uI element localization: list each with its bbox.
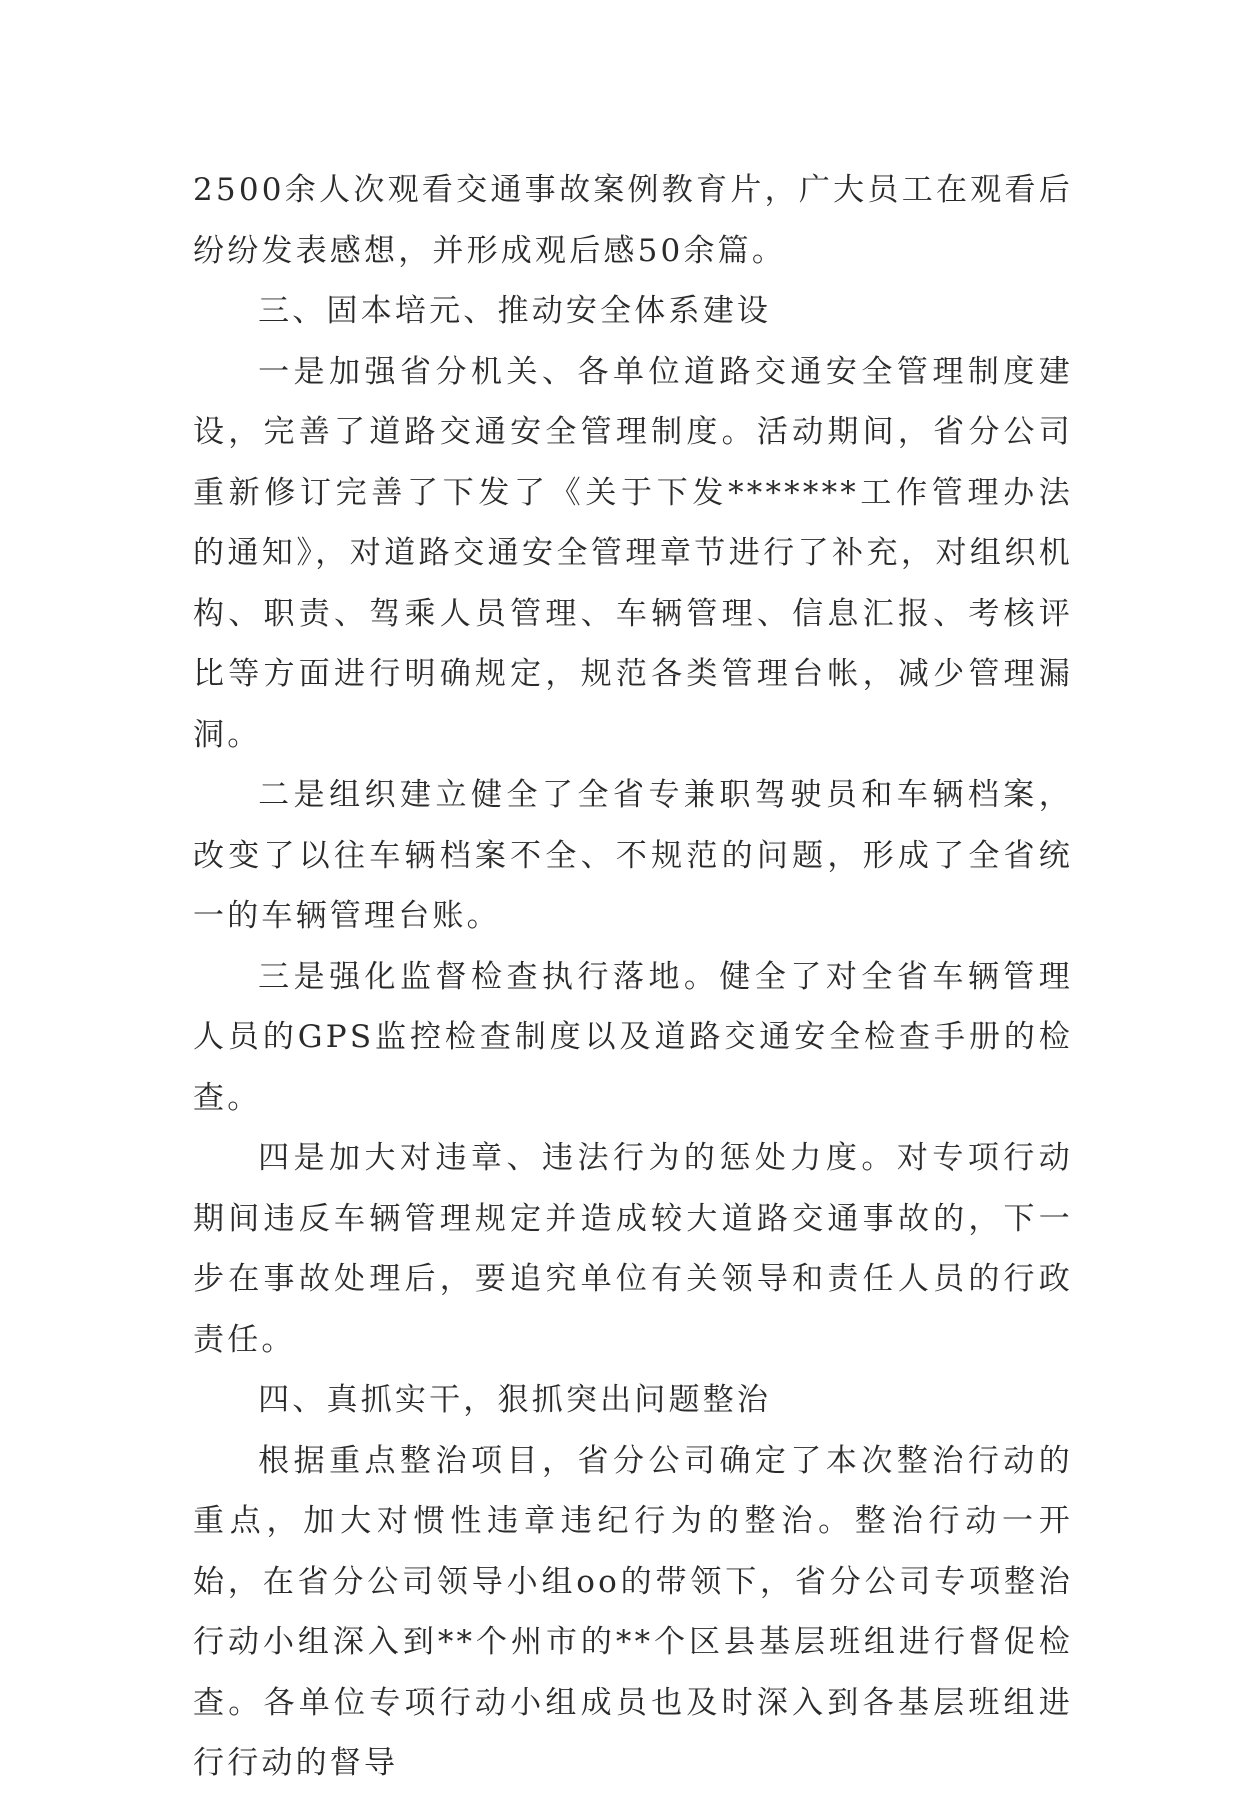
section-heading-4: 四、真抓实干，狠抓突出问题整治: [258, 1382, 772, 1418]
paragraph-continuation: 2500余人次观看交通事故案例教育片，广大员工在观看后纷纷发表感想，并形成观后感50余篇。: [193, 172, 1073, 269]
paragraph-item-2: 二是组织建立健全了全省专兼职驾驶员和车辆档案，改变了以往车辆档案不全、不规范的问题，形成了全省统一的车辆管理台账。: [193, 777, 1073, 934]
section-heading-3: 三、固本培元、推动安全体系建设: [258, 293, 772, 329]
paragraph-item-1: 一是加强省分机关、各单位道路交通安全管理制度建设，完善了道路交通安全管理制度。活动期间，省分公司重新修订完善了下发了《关于下发*******工作管理办法的通知》，对道路交通安全管理章节进行了补充，对组织机构、职责、驾乘人员管理、车辆管理、信息汇报、考核评比等方面进行明确规定，规范各类管理台帐，减少管理漏洞。: [193, 353, 1073, 753]
paragraph-item-3: 三是强化监督检查执行落地。健全了对全省车辆管理人员的GPS监控检查制度以及道路交通安全检查手册的检查。: [193, 958, 1073, 1116]
document-body: [193, 160, 1073, 1794]
paragraph-item-4: 四是加大对违章、违法行为的惩处力度。对专项行动期间违反车辆管理规定并造成较大道路交通事故的，下一步在事故处理后，要追究单位有关领导和责任人员的行政责任。: [193, 1140, 1073, 1358]
paragraph-remediation: 根据重点整治项目，省分公司确定了本次整治行动的重点，加大对惯性违章违纪行为的整治。整治行动一开始，在省分公司领导小组oo的带领下，省分公司专项整治行动小组深入到**个州市的**个区县基层班组进行督促检查。各单位专项行动小组成员也及时深入到各基层班组进行行动的督导: [193, 1442, 1073, 1781]
